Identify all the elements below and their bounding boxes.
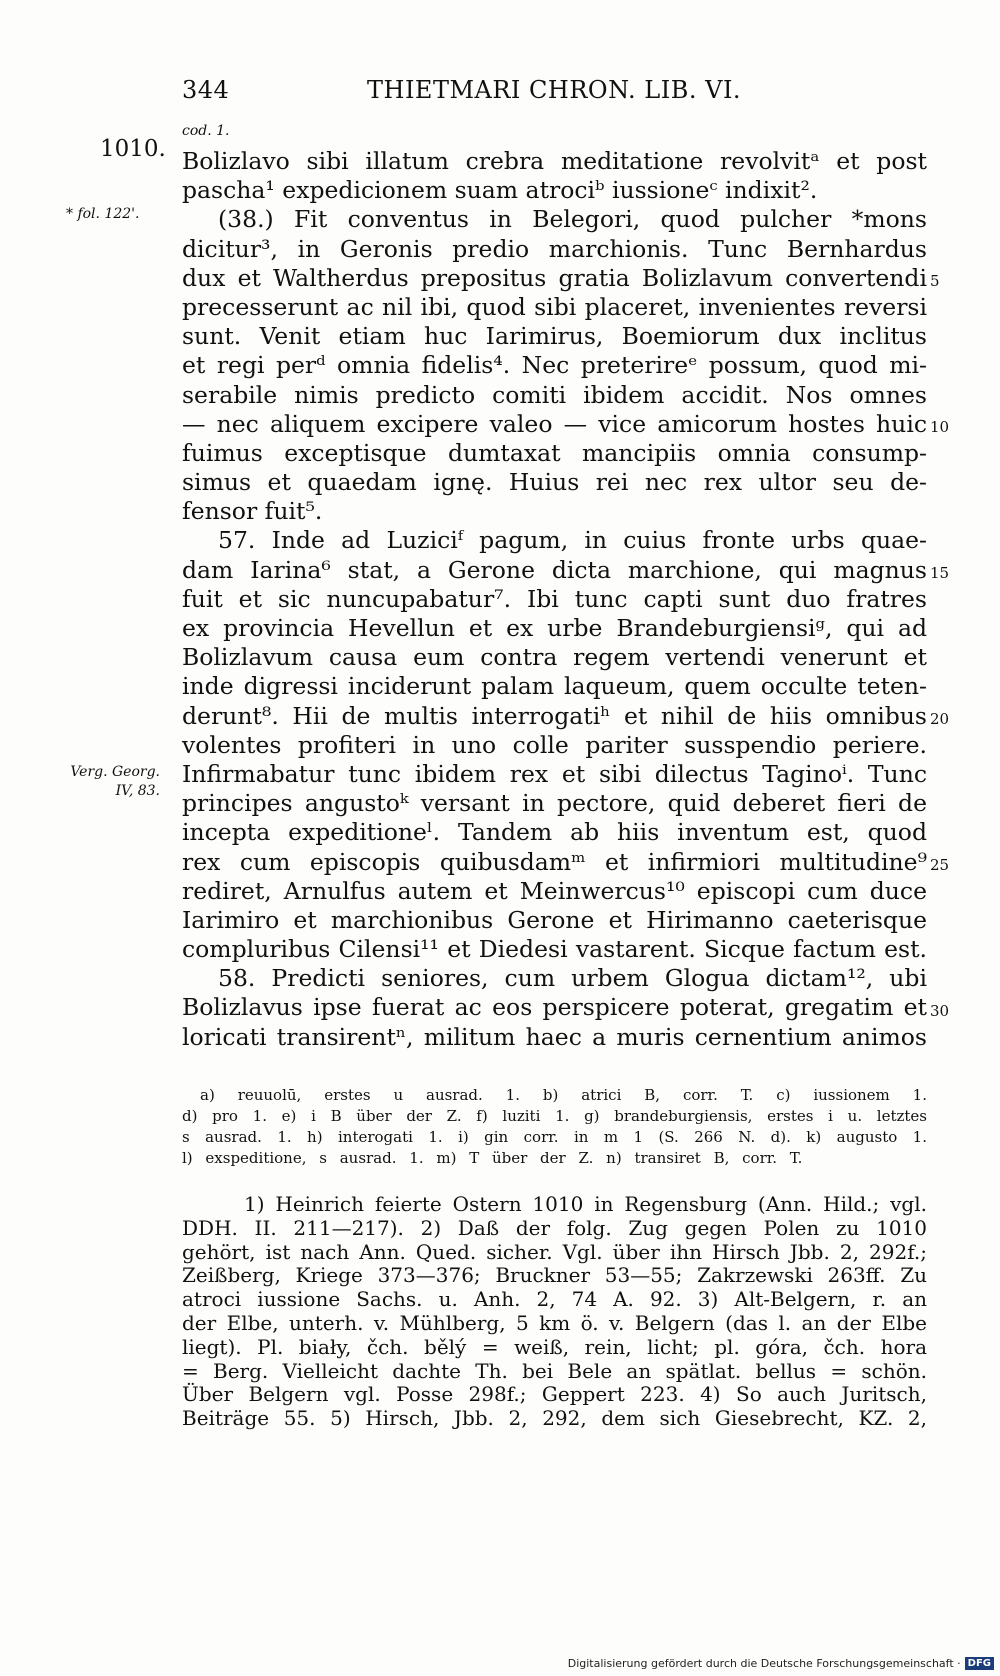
text-line: (38.) Fit conventus in Belegori, quod pulcher *mons <box>218 205 927 234</box>
margin-year: 1010. <box>100 136 166 162</box>
text-line: Iarimiro et marchionibus Gerone et Hirimanno caeterisque <box>182 905 927 934</box>
text-line: loricati transirentⁿ, militum haec a muris cernentium animos <box>182 1022 927 1051</box>
text-line: 58. Predicti seniores, cum urbem Glogua dictam¹², ubi <box>218 964 927 993</box>
main-text <box>182 147 927 1052</box>
footnote-line: atroci iussione Sachs. u. Anh. 2, 74 A. 92. 3) Alt-Belgern, r. an <box>182 1287 927 1312</box>
footer-text: Digitalisierung gefördert durch die Deutsche Forschungsgemeinschaft · <box>567 1657 961 1670</box>
cod-note: cod. 1. <box>182 123 230 139</box>
text-line: serabile nimis predicto comiti ibidem accidit. Nos omnes <box>182 380 927 409</box>
footnote-line: liegt). Pl. biały, čch. bělý = weiß, rein, licht; pl. góra, čch. hora <box>182 1334 927 1359</box>
text-line: compluribus Cilensi¹¹ et Diedesi vastarent. Sicque factum est. <box>182 935 927 964</box>
line-number: 30 <box>930 1002 950 1020</box>
text-line: Bolizlavo sibi illatum crebra meditatione revolvitᵃ et post <box>182 147 927 175</box>
text-line: simus et quaedam ignę. Huius rei nec rex ultor seu de- <box>182 468 927 497</box>
footnote-line: gehört, ist nach Ann. Qued. sicher. Vgl. über ihn Hirsch Jbb. 2, 292f.; <box>182 1239 927 1264</box>
text-line: dam Iarina⁶ stat, a Gerone dicta marchione, qui magnus <box>182 555 927 584</box>
text-line: dux et Waltherdus prepositus gratia Bolizlavum convertendi <box>182 263 927 292</box>
text-line: pascha¹ expedicionem suam atrociᵇ iussioneᶜ indixit². <box>182 176 818 205</box>
text-line: ex provincia Hevellun et ex urbe Brandeburgiensiᵍ, qui ad <box>182 614 927 642</box>
apparatus-row: l) exspeditione, s ausrad. 1. m) T über der Z. n) transiret B, corr. T. <box>182 1149 803 1167</box>
footnote-line: Beiträge 55. 5) Hirsch, Jbb. 2, 292, dem sich Giesebrecht, KZ. 2, <box>182 1406 927 1431</box>
text-line: rex cum episcopis quibusdamᵐ et infirmiori multitudine⁹ <box>182 847 927 876</box>
footnote-line: DDH. II. 211—217). 2) Daß der folg. Zug gegen Polen zu 1010 <box>182 1215 927 1240</box>
text-line: et regi perᵈ omnia fidelis⁴. Nec preterireᵉ possum, quod mi- <box>182 351 927 380</box>
text-line: Infirmabatur tunc ibidem rex et sibi dilectus Taginoⁱ. Tunc <box>182 759 927 788</box>
footnote-line: Zeißberg, Kriege 373—376; Bruckner 53—55; Zakrzewski 263ff. Zu <box>182 1263 927 1288</box>
running-title: THIETMARI CHRON. LIB. VI. <box>367 76 742 104</box>
apparatus-row: a) reuuolū, erstes u ausrad. 1. b) atrici B, corr. T. c) iussionem 1. <box>200 1086 927 1104</box>
text-line: 57. Inde ad Luziciᶠ pagum, in cuius fronte urbs quae- <box>218 526 927 555</box>
footnote-line: = Berg. Vielleicht dachte Th. bei Bele an spätlat. bellus = schön. <box>182 1358 927 1383</box>
dfg-logo: DFG <box>965 1657 994 1670</box>
text-line: Bolizlavus ipse fuerat ac eos perspicere poterat, gregatim et <box>182 993 927 1022</box>
text-line: fuimus exceptisque dumtaxat mancipiis omnia consump- <box>182 438 927 467</box>
footnote-line: der Elbe, unterh. v. Mühlberg, 5 km ö. v. Belgern (das l. an der Elbe <box>182 1310 927 1335</box>
footnote-line: 1) Heinrich feierte Ostern 1010 in Regensburg (Ann. Hild.; vgl. <box>244 1192 927 1216</box>
footnotes <box>182 1193 927 1431</box>
margin-verg-ref-1: Verg. Georg. <box>70 764 160 780</box>
apparatus-row: s ausrad. 1. h) interogati 1. i) gin corr. in m 1 (S. 266 N. d). k) augusto 1. <box>182 1128 927 1146</box>
footnote-line: Über Belgern vgl. Posse 298f.; Geppert 223. 4) So auch Juritsch, <box>182 1382 927 1407</box>
line-number: 5 <box>930 272 940 290</box>
text-line: Bolizlavum causa eum contra regem vertendi venerunt et <box>182 643 927 672</box>
text-line: principes angustoᵏ versant in pectore, quid deberet fieri de <box>182 789 927 818</box>
apparatus-row: d) pro 1. e) i B über der Z. f) luziti 1. g) brandeburgiensis, erstes i u. letztes <box>182 1107 927 1125</box>
digitization-footer <box>568 1657 994 1670</box>
text-line: rediret, Arnulfus autem et Meinwercus¹⁰ episcopi cum duce <box>182 876 927 905</box>
text-line: precesserunt ac nil ibi, quod sibi placeret, invenientes reversi <box>182 292 927 321</box>
text-line: fuit et sic nuncupabatur⁷. Ibi tunc capti sunt duo fratres <box>182 584 927 613</box>
text-line: derunt⁸. Hii de multis interrogatiʰ et nihil de hiis omnibus <box>182 701 927 730</box>
margin-verg-ref-2: IV, 83. <box>115 783 160 799</box>
text-line: volentes profiteri in uno colle pariter susspendio periere. <box>182 730 927 759</box>
text-line: incepta expeditioneˡ. Tandem ab hiis inventum est, quod <box>182 818 927 847</box>
text-line: inde digressi inciderunt palam laqueum, quem occulte teten- <box>182 672 927 701</box>
text-line: dicitur³, in Geronis predio marchionis. Tunc Bernhardus <box>182 234 927 263</box>
text-line: — nec aliquem excipere valeo — vice amicorum hostes huic <box>182 409 927 438</box>
line-number: 15 <box>930 564 950 582</box>
line-number: 10 <box>930 418 950 436</box>
text-line: sunt. Venit etiam huc Iarimirus, Boemiorum dux inclitus <box>182 322 927 351</box>
text-line: fensor fuit⁵. <box>182 497 323 526</box>
critical-apparatus <box>182 1085 927 1169</box>
margin-folio: * fol. 122'. <box>66 206 140 222</box>
line-number: 25 <box>930 856 950 874</box>
line-number: 20 <box>930 710 950 728</box>
page-number: 344 <box>182 76 230 104</box>
